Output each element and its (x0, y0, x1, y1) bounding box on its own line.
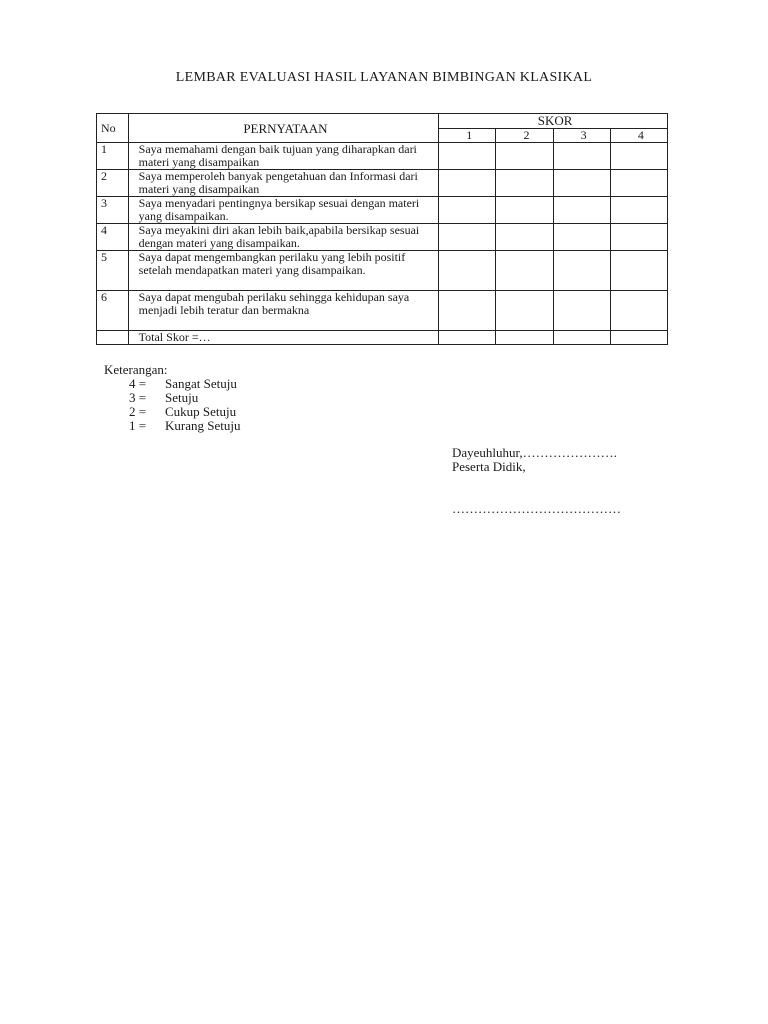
legend-label: Kurang Setuju (165, 418, 241, 433)
legend-item (129, 419, 240, 433)
score-col-1: 1 (439, 128, 496, 143)
table-row (97, 291, 668, 331)
total-cell[interactable] (553, 331, 610, 345)
row-statement: Saya menyadari pentingnya bersikap sesuai dengan materi yang disampaikan. (128, 197, 439, 224)
total-empty-cell (97, 331, 129, 345)
row-number: 3 (97, 197, 129, 224)
score-cell[interactable] (610, 251, 667, 291)
legend-value: 3 = (129, 390, 147, 405)
legend-value: 4 = (129, 376, 147, 391)
score-cell[interactable] (553, 143, 610, 170)
score-cell[interactable] (439, 224, 496, 251)
score-col-3: 3 (553, 128, 610, 143)
table-row (97, 170, 668, 197)
legend-label: Setuju (165, 390, 199, 405)
score-cell[interactable] (496, 143, 553, 170)
score-cell[interactable] (496, 251, 553, 291)
table-row (97, 197, 668, 224)
score-cell[interactable] (439, 197, 496, 224)
row-number: 6 (97, 291, 129, 331)
total-cell[interactable] (439, 331, 496, 345)
legend (104, 363, 240, 433)
row-number: 2 (97, 170, 129, 197)
score-cell[interactable] (553, 197, 610, 224)
header-score: SKOR (439, 114, 668, 129)
evaluation-table (96, 113, 668, 345)
legend-value: 2 = (129, 404, 147, 419)
total-score-label: Total Skor =… (128, 331, 439, 345)
row-number: 5 (97, 251, 129, 291)
score-cell[interactable] (439, 251, 496, 291)
score-cell[interactable] (496, 291, 553, 331)
score-cell[interactable] (610, 224, 667, 251)
total-row (97, 331, 668, 345)
score-cell[interactable] (439, 143, 496, 170)
page-title: LEMBAR EVALUASI HASIL LAYANAN BIMBINGAN KLASIKAL (175, 70, 593, 85)
score-cell[interactable] (610, 291, 667, 331)
legend-item (129, 391, 240, 405)
score-cell[interactable] (610, 197, 667, 224)
score-cell[interactable] (553, 170, 610, 197)
score-col-2: 2 (496, 128, 553, 143)
row-statement: Saya memahami dengan baik tujuan yang diharapkan dari materi yang disampaikan (128, 143, 439, 170)
row-statement: Saya meyakini diri akan lebih baik,apabila bersikap sesuai dengan materi yang disampaikan. (128, 224, 439, 251)
total-cell[interactable] (610, 331, 667, 345)
signer-role: Peserta Didik, (452, 459, 526, 474)
score-cell[interactable] (553, 224, 610, 251)
score-cell[interactable] (496, 197, 553, 224)
legend-item (129, 405, 240, 419)
total-cell[interactable] (496, 331, 553, 345)
row-number: 4 (97, 224, 129, 251)
legend-item (129, 377, 240, 391)
score-col-4: 4 (610, 128, 667, 143)
table-row (97, 224, 668, 251)
table-row (97, 143, 668, 170)
place-date: Dayeuhluhur,…………………. (452, 445, 617, 460)
legend-value: 1 = (129, 418, 147, 433)
header-statement: PERNYATAAN (128, 114, 439, 143)
table-row (97, 251, 668, 291)
score-cell[interactable] (553, 251, 610, 291)
score-cell[interactable] (553, 291, 610, 331)
legend-label: Cukup Setuju (165, 404, 237, 419)
legend-label: Sangat Setuju (165, 376, 237, 391)
legend-heading: Keterangan: (104, 362, 168, 377)
row-statement: Saya dapat mengembangkan perilaku yang lebih positif setelah mendapatkan materi yang disampaikan. (128, 251, 439, 291)
signature-block (452, 446, 621, 516)
row-statement: Saya memperoleh banyak pengetahuan dan Informasi dari materi yang disampaikan (128, 170, 439, 197)
score-cell[interactable] (610, 170, 667, 197)
score-cell[interactable] (496, 170, 553, 197)
score-cell[interactable] (439, 170, 496, 197)
signature-line: ………………………………… (452, 501, 621, 516)
score-cell[interactable] (610, 143, 667, 170)
header-no: No (97, 114, 129, 143)
legend-items (129, 377, 240, 433)
row-statement: Saya dapat mengubah perilaku sehingga kehidupan saya menjadi lebih teratur dan bermakna (128, 291, 439, 331)
score-cell[interactable] (439, 291, 496, 331)
row-number: 1 (97, 143, 129, 170)
score-cell[interactable] (496, 224, 553, 251)
